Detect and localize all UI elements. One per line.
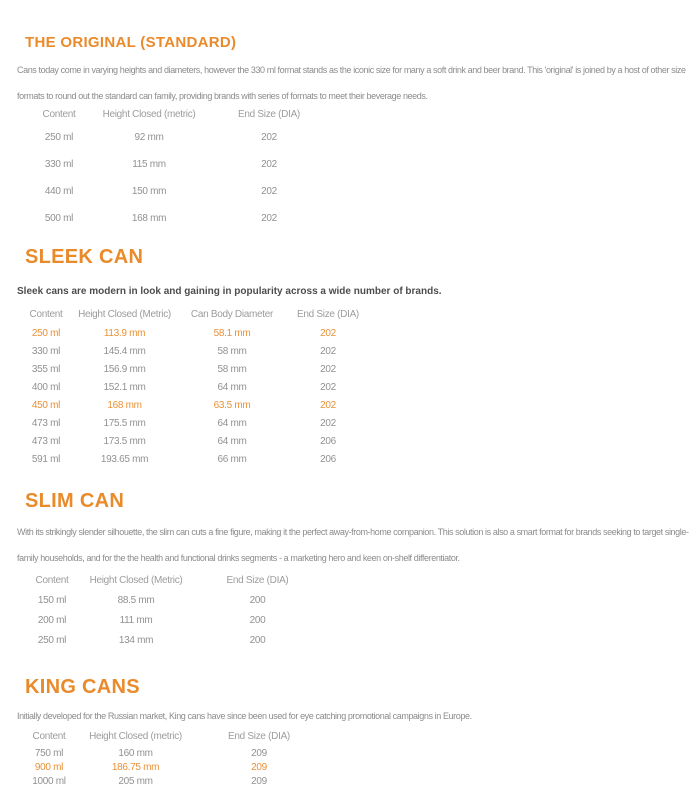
- table-cell: 58 mm: [217, 345, 247, 357]
- table-cell: 750 ml: [34, 747, 64, 759]
- section-sleek-can: [17, 246, 694, 468]
- section-description-king: Initially developed for the Russian market, King cans have since been used for eye catching promotional campaigns in Europe.: [17, 711, 472, 722]
- table-cell: 88.5 mm: [117, 594, 155, 606]
- section-title-sleek: SLEEK CAN: [25, 246, 144, 269]
- section-title-king: KING CANS: [25, 676, 140, 699]
- table-cell: 193.65 mm: [100, 453, 149, 465]
- table-cell: 202: [320, 345, 336, 357]
- table-cell: 473 ml: [31, 417, 61, 429]
- table-row: [29, 205, 329, 232]
- table-cell: 168 mm: [107, 399, 142, 411]
- table-row: [25, 450, 374, 468]
- table-cell: 250 ml: [37, 634, 67, 646]
- table-cell: 206: [320, 453, 336, 465]
- table-row: [25, 414, 374, 432]
- table-cell: 202: [261, 186, 277, 198]
- table-cell: 202: [261, 213, 277, 225]
- table-cell: 330 ml: [31, 345, 61, 357]
- table-cell: 202: [320, 381, 336, 393]
- table-cell: 134 mm: [118, 634, 154, 646]
- table-cell: 202: [320, 363, 336, 375]
- section-title-original: THE ORIGINAL (STANDARD): [25, 34, 237, 51]
- table-cell: 58 mm: [217, 363, 247, 375]
- column-header: End Size (DIA): [238, 109, 300, 121]
- column-header: End Size (DIA): [297, 309, 359, 321]
- table-cell: 63.5 mm: [213, 399, 251, 411]
- column-header: Height Closed (Metric): [78, 309, 171, 321]
- slim-sizes-table: [27, 575, 320, 650]
- column-header: Height Closed (metric): [89, 731, 182, 743]
- table-cell: 206: [320, 435, 336, 447]
- table-cell: 400 ml: [31, 381, 61, 393]
- table-cell: 202: [261, 132, 277, 144]
- table-row: [29, 178, 329, 205]
- table-cell: 209: [251, 775, 267, 787]
- table-cell: 64 mm: [217, 435, 247, 447]
- table-row: [25, 774, 320, 788]
- table-cell: 113.9 mm: [103, 327, 146, 339]
- table-cell: 205 mm: [118, 775, 153, 787]
- table-cell: 152.1 mm: [103, 381, 146, 393]
- table-row: [25, 324, 374, 342]
- table-cell: 200: [249, 614, 266, 626]
- table-row: [25, 396, 374, 414]
- table-cell: 150 mm: [131, 186, 167, 198]
- table-header-row: [25, 309, 374, 324]
- table-cell: 1000 ml: [32, 775, 66, 787]
- column-header: End Size (DIA): [226, 575, 289, 587]
- table-cell: 150 ml: [37, 594, 67, 606]
- table-row: [25, 760, 320, 774]
- section-king-cans: [17, 676, 694, 788]
- table-cell: 64 mm: [217, 417, 247, 429]
- column-header: Content: [35, 575, 69, 587]
- table-cell: 202: [320, 417, 336, 429]
- table-cell: 202: [320, 327, 336, 339]
- table-row: [25, 432, 374, 450]
- table-cell: 115 mm: [132, 159, 166, 171]
- sleek-sizes-table: [25, 309, 374, 468]
- table-cell: 209: [251, 747, 267, 759]
- section-slim-can: [17, 490, 694, 650]
- column-header: Content: [42, 109, 76, 121]
- table-cell: 173.5 mm: [103, 435, 146, 447]
- table-row: [27, 590, 320, 610]
- king-sizes-table: [25, 731, 320, 788]
- table-row: [27, 630, 320, 650]
- table-cell: 330 ml: [44, 159, 74, 171]
- column-header: End Size (DIA): [228, 731, 290, 743]
- table-cell: 200: [249, 594, 266, 606]
- table-row: [25, 378, 374, 396]
- table-cell: 500 ml: [44, 213, 74, 225]
- column-header: Height Closed (Metric): [89, 575, 183, 587]
- table-cell: 66 mm: [217, 453, 247, 465]
- table-cell: 200: [249, 634, 266, 646]
- table-cell: 168 mm: [131, 213, 167, 225]
- table-cell: 175.5 mm: [103, 417, 146, 429]
- table-cell: 186.75 mm: [111, 761, 160, 773]
- table-cell: 250 ml: [44, 132, 74, 144]
- original-sizes-table: [29, 109, 329, 232]
- table-cell: 64 mm: [217, 381, 247, 393]
- table-cell: 156.9 mm: [103, 363, 146, 375]
- table-cell: 900 ml: [34, 761, 64, 773]
- table-row: [25, 746, 320, 760]
- column-header: Height Closed (metric): [102, 109, 196, 121]
- table-cell: 250 ml: [31, 327, 61, 339]
- table-cell: 209: [251, 761, 267, 773]
- column-header: Content: [29, 309, 63, 321]
- table-cell: 92 mm: [134, 132, 164, 144]
- table-cell: 111 mm: [119, 614, 153, 626]
- table-cell: 58.1 mm: [213, 327, 251, 339]
- table-cell: 450 ml: [31, 399, 61, 411]
- table-cell: 202: [320, 399, 336, 411]
- section-original-standard: [17, 34, 694, 232]
- table-cell: 591 ml: [31, 453, 61, 465]
- table-header-row: [27, 575, 320, 590]
- column-header: Can Body Diameter: [190, 309, 274, 321]
- table-row: [25, 342, 374, 360]
- table-row: [25, 360, 374, 378]
- table-cell: 145.4 mm: [103, 345, 146, 357]
- table-row: [29, 151, 329, 178]
- section-description-sleek: Sleek cans are modern in look and gaining in popularity across a wide number of brands.: [17, 286, 442, 298]
- table-cell: 200 ml: [37, 614, 67, 626]
- table-cell: 202: [261, 159, 277, 171]
- section-description-slim: With its strikingly slender silhouette, the slim can cuts a fine figure, making it the perfect away-from-home companion. This solution is also a smart format for brands seeking to target single-family households, and for the the health and functional drinks segments - a marketing hero and keen on-shelf differentiator.: [17, 527, 689, 564]
- table-row: [27, 610, 320, 630]
- section-description-original: Cans today come in varying heights and diameters, however the 330 ml format stands as the iconic size for many a soft drink and beer brand. This 'original' is joined by a host of other size formats to round out the standard can family, providing brands with series of formats to meet their beverage needs.: [17, 65, 686, 102]
- column-header: Content: [32, 731, 66, 743]
- table-header-row: [29, 109, 329, 124]
- table-cell: 355 ml: [31, 363, 61, 375]
- table-row: [29, 124, 329, 151]
- section-title-slim: SLIM CAN: [25, 490, 125, 513]
- table-cell: 473 ml: [31, 435, 61, 447]
- table-cell: 160 mm: [118, 747, 153, 759]
- table-header-row: [25, 731, 320, 746]
- table-cell: 440 ml: [44, 186, 74, 198]
